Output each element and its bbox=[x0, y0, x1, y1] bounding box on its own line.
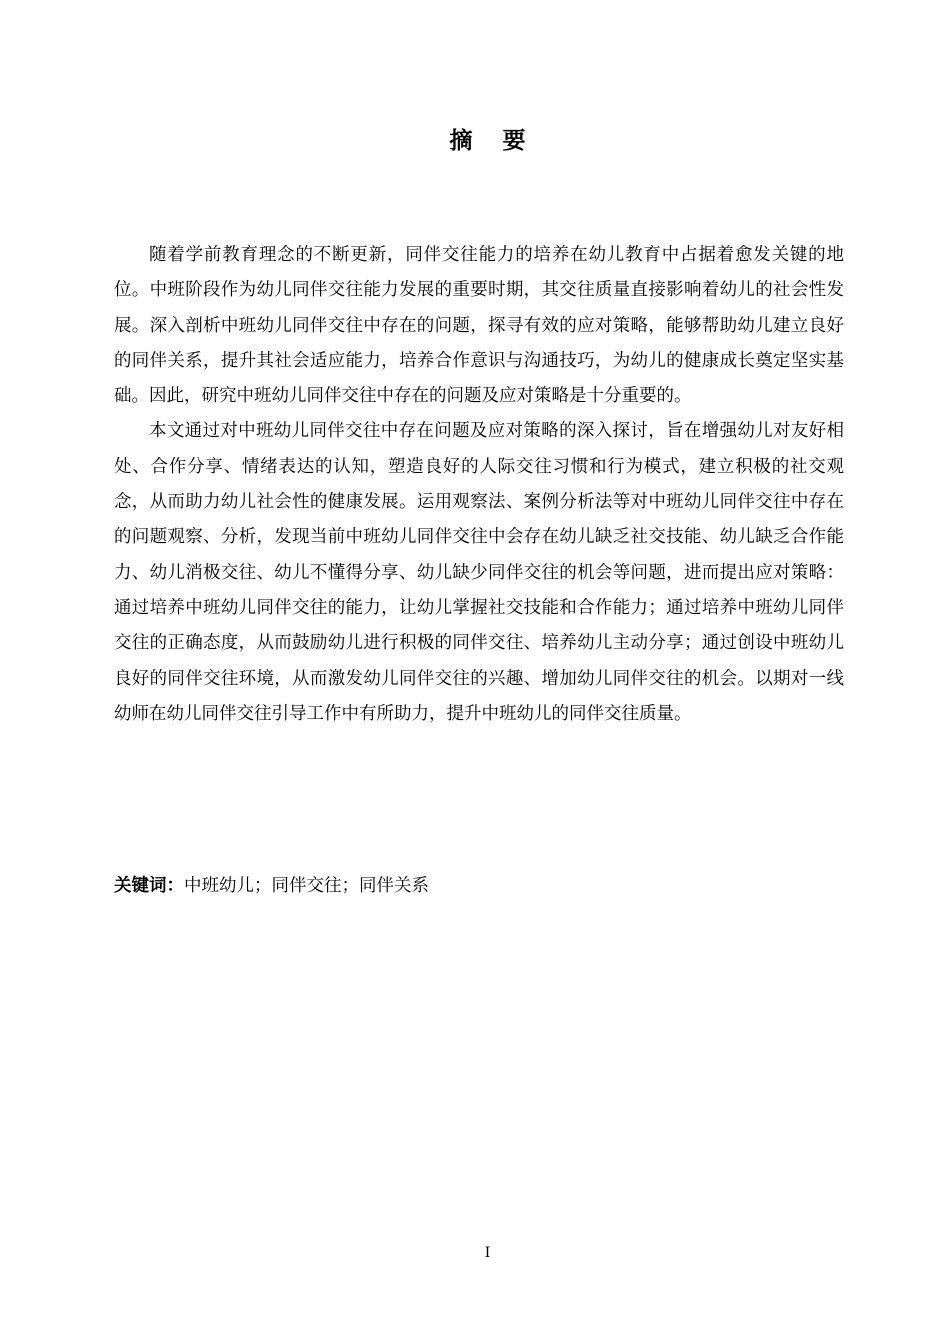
abstract-body bbox=[114, 238, 844, 732]
title-char-1: 摘 bbox=[449, 128, 473, 154]
abstract-paragraph-2: 本文通过对中班幼儿同伴交往中存在问题及应对策略的深入探讨，旨在增强幼儿对友好相处、合作分享、情绪表达的认知，塑造良好的人际交往习惯和行为模式，建立积极的社交观念，从而助力幼儿社会性的健康发展。运用观察法、案例分析法等对中班幼儿同伴交往中存在的问题观察、分析，发现当前中班幼儿同伴交往中会存在幼儿缺乏社交技能、幼儿缺乏合作能力、幼儿消极交往、幼儿不懂得分享、幼儿缺少同伴交往的机会等问题，进而提出应对策略：通过培养中班幼儿同伴交往的能力，让幼儿掌握社交技能和合作能力；通过培养中班幼儿同伴交往的正确态度，从而鼓励幼儿进行积极的同伴交往、培养幼儿主动分享；通过创设中班幼儿良好的同伴交往环境，从而激发幼儿同伴交往的兴趣、增加幼儿同伴交往的机会。以期对一线幼师在幼儿同伴交往引导工作中有所助力，提升中班幼儿的同伴交往质量。 bbox=[114, 421, 844, 724]
keywords-label: 关键词： bbox=[114, 876, 184, 896]
title-char-2: 要 bbox=[502, 128, 526, 154]
page-number: I bbox=[484, 1245, 491, 1261]
abstract-paragraph-1: 随着学前教育理念的不断更新，同伴交往能力的培养在幼儿教育中占据着愈发关键的地位。中班阶段作为幼儿同伴交往能力发展的重要时期，其交往质量直接影响着幼儿的社会性发展。深入剖析中班幼儿同伴交往中存在的问题，探寻有效的应对策略，能够帮助幼儿建立良好的同伴关系，提升其社会适应能力，培养合作意识与沟通技巧，为幼儿的健康成长奠定坚实基础。因此，研究中班幼儿同伴交往中存在的问题及应对策略是十分重要的。 bbox=[114, 245, 844, 407]
page-title bbox=[0, 122, 950, 155]
keywords-value: 中班幼儿；同伴交往；同伴关系 bbox=[184, 876, 429, 896]
keywords-line bbox=[114, 871, 844, 901]
